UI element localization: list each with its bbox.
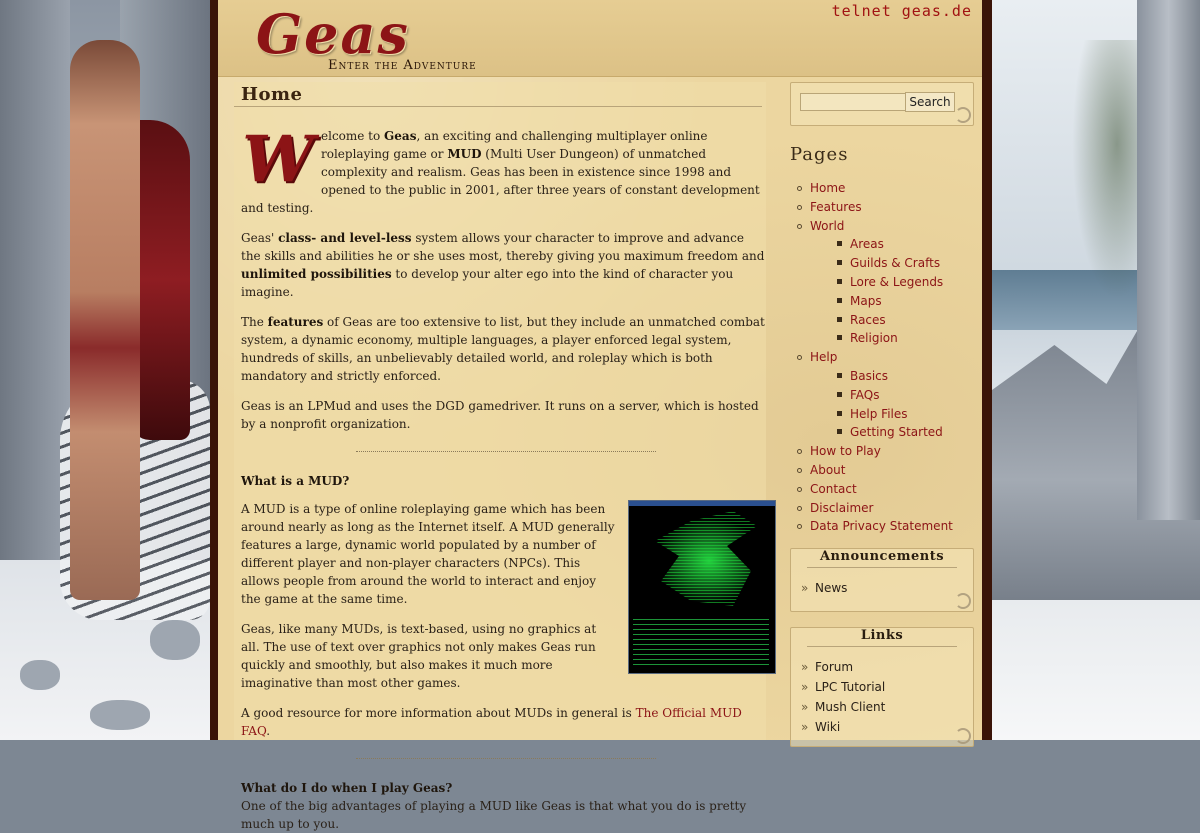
- section-divider: [356, 451, 656, 452]
- world-subnav: [810, 235, 978, 348]
- nav-item-about: [810, 461, 978, 480]
- welcome-section: [234, 107, 766, 217]
- nav-item-help: [810, 348, 978, 442]
- search-box: [790, 82, 974, 126]
- sidebar: [782, 82, 978, 740]
- drop-cap: W: [242, 122, 314, 197]
- nav-link-help[interactable]: Help: [810, 350, 838, 365]
- search-button[interactable]: Search: [905, 92, 955, 112]
- nav-item-features: [810, 198, 978, 217]
- nav-link-privacy[interactable]: Data Privacy Statement: [810, 519, 953, 534]
- warrior-woman-art: [70, 40, 140, 600]
- nav-link-disclaimer[interactable]: Disclaimer: [810, 500, 874, 515]
- nav-item-world: [810, 217, 978, 349]
- telnet-address[interactable]: telnet geas.de: [831, 2, 972, 20]
- nav-link-maps[interactable]: Maps: [850, 293, 882, 308]
- class-system-paragraph: Geas' class- and level-less system allows your character to improve and advance the skills and abilities he or she uses most, thereby giving you maximum freedom and unlimited possibilities to develop your alter ego into the kind of character you imagine.: [241, 231, 765, 299]
- links-heading: Links: [807, 628, 957, 647]
- list-item[interactable]: [815, 717, 973, 737]
- mud-client-screenshot[interactable]: [628, 500, 776, 674]
- lpmud-paragraph: Geas is an LPMud and uses the DGD gamedriver. It runs on a server, which is hosted by a nonprofit organization.: [241, 399, 759, 431]
- announcements-list: [791, 578, 973, 598]
- play-paragraph: One of the big advantages of playing a MUD like Geas is that what you do is pretty much up to you.: [241, 799, 747, 831]
- help-subnav: [810, 367, 978, 442]
- nav-link-contact[interactable]: Contact: [810, 481, 857, 496]
- links-list: [791, 657, 973, 737]
- nav-link-how-to-play[interactable]: How to Play: [810, 444, 881, 459]
- links-box: [790, 627, 974, 747]
- nav-link-guilds-crafts[interactable]: Guilds & Crafts: [850, 256, 941, 271]
- mud-description-paragraph: A MUD is a type of online roleplaying game which has been around nearly as long as the Internet itself. A MUD generally features a large, dynamic world populated by a number of different player and non-player characters (NPCs). This allows people from around the world to interact and enjoy the game at the same time.: [241, 502, 615, 606]
- nav-link-lore-legends[interactable]: Lore & Legends: [850, 274, 944, 289]
- link-forum[interactable]: Forum: [815, 660, 854, 675]
- nav-item-contact: [810, 480, 978, 499]
- main-content: [234, 82, 766, 831]
- page-paper: [218, 0, 982, 831]
- link-mush-client[interactable]: Mush Client: [815, 700, 886, 715]
- mud-resource-paragraph: A good resource for more information about MUDs in general is The Official MUD FAQ.: [241, 706, 742, 738]
- pages-heading: Pages: [790, 144, 849, 165]
- list-item[interactable]: [815, 578, 973, 598]
- curl-ornament-icon: [955, 593, 971, 609]
- nav-link-religion[interactable]: Religion: [850, 331, 898, 346]
- nav-link-basics[interactable]: Basics: [850, 368, 889, 383]
- curl-ornament-icon: [955, 107, 971, 123]
- site-tagline: Enter the Adventure: [328, 58, 477, 73]
- site-header: [218, 0, 982, 77]
- pages-nav: [782, 179, 978, 536]
- nav-item-how-to-play: [810, 442, 978, 461]
- nav-link-about[interactable]: About: [810, 462, 846, 477]
- list-item[interactable]: [815, 657, 973, 677]
- ascii-dragon-art: [643, 511, 763, 611]
- nav-link-areas[interactable]: Areas: [850, 237, 884, 252]
- nav-link-world[interactable]: World: [810, 218, 845, 233]
- nav-link-races[interactable]: Races: [850, 312, 886, 327]
- announcement-link-news[interactable]: News: [815, 581, 848, 596]
- nav-item-home: [810, 179, 978, 198]
- mud-faq-link[interactable]: The Official MUD FAQ: [241, 706, 742, 738]
- features-paragraph: The features of Geas are too extensive to list, but they include an unmatched combat system, a dynamic economy, multiple languages, a player enforced legal system, hundreds of skills, an unbelievably detailed world, and roleplay which is both mandatory and strictly enforced.: [241, 315, 765, 383]
- link-lpc-tutorial[interactable]: LPC Tutorial: [815, 680, 886, 695]
- nav-link-faqs[interactable]: FAQs: [850, 387, 880, 402]
- section-divider: [356, 758, 656, 759]
- page-title: Home: [234, 86, 762, 107]
- announcements-heading: Announcements: [807, 549, 957, 568]
- background-left-fantasy-art: [0, 0, 210, 740]
- link-wiki[interactable]: Wiki: [815, 720, 841, 735]
- what-is-mud-heading: What is a MUD?: [241, 474, 350, 488]
- nav-link-home[interactable]: Home: [810, 181, 846, 195]
- background-right-landscape-art: [992, 0, 1200, 740]
- list-item[interactable]: [815, 677, 973, 697]
- site-logo[interactable]: Geas: [256, 2, 410, 66]
- nav-link-getting-started[interactable]: Getting Started: [850, 425, 943, 440]
- page-frame: [210, 0, 992, 831]
- nav-item-disclaimer: [810, 499, 978, 518]
- nav-item-privacy: [810, 517, 978, 536]
- nav-link-help-files[interactable]: Help Files: [850, 406, 908, 421]
- welcome-paragraph: elcome to Geas, an exciting and challenging multiplayer online roleplaying game or MUD (Multi User Dungeon) of unmatched complexity and realism. Geas has been in existence since 1998 and opened to the public in 2001, after three years of constant development and testing.: [241, 129, 760, 215]
- curl-ornament-icon: [955, 728, 971, 744]
- text-based-paragraph: Geas, like many MUDs, is text-based, using no graphics at all. The use of text over graphics not only makes Geas run quickly and smoothly, but also makes it much more imaginative than most other games.: [241, 622, 597, 690]
- what-do-i-do-heading: What do I do when I play Geas?: [241, 781, 453, 795]
- announcements-box: [790, 548, 974, 612]
- nav-link-features[interactable]: Features: [810, 199, 862, 214]
- list-item[interactable]: [815, 697, 973, 717]
